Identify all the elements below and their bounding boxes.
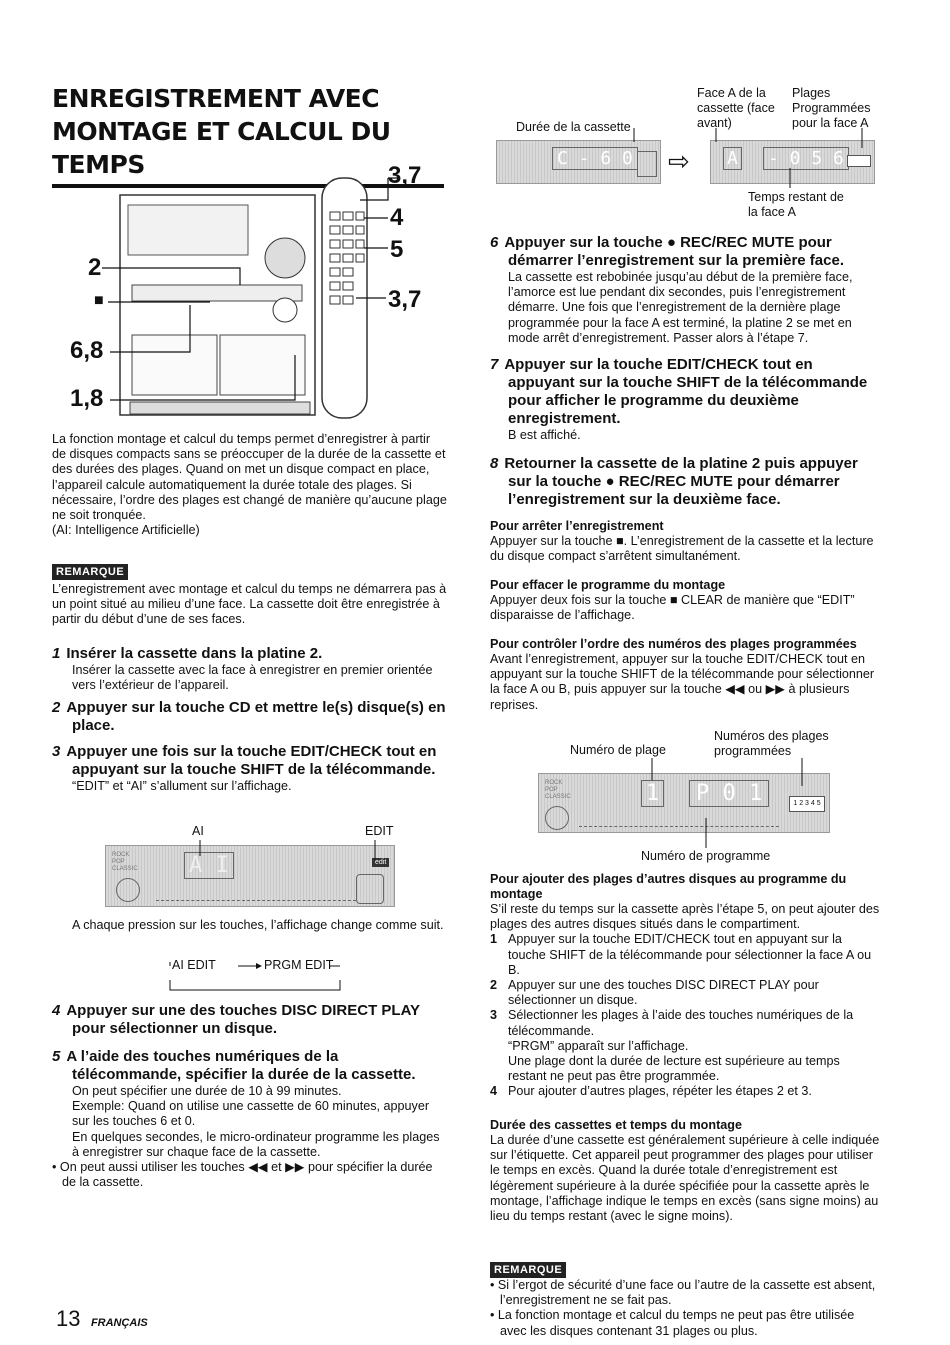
intro-note: (AI: Intelligence Artificielle) bbox=[52, 523, 200, 538]
remarque-badge-1: REMARQUE bbox=[52, 562, 128, 580]
list-item: 1 Appuyer sur la touche EDIT/CHECK tout en appuyant sur la touche SHIFT de la télécommande pour sélectionner la face A ou B. bbox=[490, 932, 872, 977]
display2-seg-temps: - 0 5 6 bbox=[763, 147, 849, 170]
display1-callout-lines bbox=[105, 830, 395, 860]
display2-seg-duree: C - 6 0 bbox=[552, 147, 638, 170]
step-3: 3 Appuyer une fois sur la touche EDIT/CHECK tout en appuyant sur la touche SHIFT de la télécommande. “EDIT” et “AI” s’allument sur l’affichage. bbox=[52, 743, 437, 793]
callout-4: 4 bbox=[390, 204, 404, 231]
remarque-badge-2: REMARQUE bbox=[490, 1260, 566, 1278]
callout-3-7-bottom: 3,7 bbox=[388, 286, 422, 313]
display1-seg-ai: A I bbox=[184, 852, 234, 879]
section-check: Pour contrôler l’ordre des numéros des plages programmées Avant l’enregistrement, appuyer sur la touche EDIT/CHECK tout en appuyant sur la touche SHIFT de la télécommande pour sélectionner la face A ou B, puis appuyer sur la touche ◀◀ ou ▶▶ à plusieurs reprises. bbox=[490, 637, 875, 712]
display3-label-plage: Numéro de plage bbox=[570, 743, 666, 757]
display2-arrow: ⇨ bbox=[668, 146, 690, 176]
section-duree: Durée des cassettes et temps du montage La durée d’une cassette est généralement supérieure à celle indiquée sur l’étiquette. Cet appareil peut programmer des plages pour utiliser le temps en excès. Quand la durée totale d’enregistrement est légèrement supérieure à la durée spécifiée pour la cassette après le montage, l’affichage indique le temps en excès (sans signe moins) au lieu du temps restant (avec le signe moins). bbox=[490, 1118, 880, 1224]
callout-5: 5 bbox=[390, 236, 404, 263]
page-footer bbox=[56, 1306, 148, 1332]
display3-track-grid: 1 2 3 4 5 bbox=[789, 796, 825, 812]
display3-lcd-left-labels: ROCK POP CLASSIC bbox=[545, 780, 571, 800]
step-5: 5 A l’aide des touches numériques de la télécommande, spécifier la durée de la cassette. On peut spécifier une durée de 10 à 99 minutes. Exemple: Quand on utilise une cassette de 60 minutes, appuyer sur les touches 6 et 0. En quelques secondes, le micro-ordinateur programme les plages à enregistrer sur chaque face de la cassette. • On peut aussi utiliser les touches ◀◀ et ▶▶ pour spécifier la durée de la cassette. bbox=[52, 1048, 447, 1190]
intro-text: La fonction montage et calcul du temps permet d’enregistrer à partir de disques compacts sans se préoccuper de la durée de la cassette et des durées des plages. Quand on met un disque compact en place, l’appareil calcule automatiquement la durée totale des plages. Si nécessaire, l’ordre des plages est changé de manière qu’aucune plage ne soit tronquée. (AI: Intelligence Artificielle) bbox=[52, 432, 447, 538]
section-stop: Pour arrêter l’enregistrement Appuyer sur la touche ■. L’enregistrement de la cassette et la lecture du disque compact s’arrêtent simultanément. bbox=[490, 519, 874, 564]
display1-label-ai: AI bbox=[192, 824, 204, 838]
list-item: 2 Appuyer sur une des touches DISC DIRECT PLAY pour sélectionner un disque. bbox=[490, 978, 819, 1008]
cycle-prgm-edit: PRGM EDIT bbox=[264, 958, 334, 972]
display2-label-plages: Plages Programmées pour la face A bbox=[792, 86, 871, 130]
display2-label-duree: Durée de la cassette bbox=[516, 120, 631, 134]
step-7: 7 Appuyer sur la touche EDIT/CHECK tout en appuyant sur la touche SHIFT de la télécommande pour afficher le programme du deuxième enregistrement. B est affiché. bbox=[490, 356, 868, 442]
step-4: 4 Appuyer sur une des touches DISC DIRECT PLAY pour sélectionner un disque. bbox=[52, 1002, 420, 1037]
callout-2: 2 bbox=[88, 254, 102, 281]
display2-callout-lines bbox=[490, 128, 890, 188]
mode-cycle-diagram bbox=[160, 958, 350, 992]
display3-label-nums: Numéros des plages programmées bbox=[714, 729, 829, 758]
step-2: 2 Appuyer sur la touche CD et mettre le(s) disque(s) en place. bbox=[52, 699, 446, 734]
callout-1-8: 1,8 bbox=[70, 385, 104, 412]
display2-label-temps: Temps restant de la face A bbox=[748, 190, 844, 219]
callout-6-8: 6,8 bbox=[70, 337, 104, 364]
cycle-ai-edit: AI EDIT bbox=[172, 958, 216, 972]
device-illustration bbox=[60, 160, 450, 430]
display2-label-face: Face A de la cassette (face avant) bbox=[697, 86, 775, 130]
display1-disc-icon bbox=[116, 878, 140, 902]
step3-after-text: A chaque pression sur les touches, l’affichage change comme suit. bbox=[72, 918, 444, 932]
footer-language: FRANÇAIS bbox=[90, 1317, 148, 1329]
display3-seg-prog: P 0 1 bbox=[689, 780, 769, 807]
add-steps-list bbox=[490, 932, 880, 1099]
callout-3-7-top: 3,7 bbox=[388, 162, 422, 189]
display2-seg-face: A bbox=[723, 147, 742, 170]
step-1: 1 Insérer la cassette dans la platine 2. Insérer la cassette avec la face à enregistrer en premier orientée vers l’extérieur de l’appareil. bbox=[52, 645, 433, 693]
step-6: 6 Appuyer sur la touche ● REC/REC MUTE pour démarrer l’enregistrement sur la première face. La cassette est rebobinée jusqu’au début de la première face, l’amorce est lue pendant dix secondes, puis l’enregistrement démarre. Une fois que l’enregistrement de la dernière plage programmée pour la face A est terminé, la platine 2 se met en mode arrêt d’enregistrement. Passer alors à l’étape 7. bbox=[490, 234, 853, 345]
page-number: 13 bbox=[56, 1306, 81, 1331]
section-erase: Pour effacer le programme du montage Appuyer deux fois sur la touche ■ CLEAR de manière que “EDIT” disparaisse de l’affichage. bbox=[490, 578, 855, 623]
callout-stop: ■ bbox=[94, 292, 104, 309]
remarque-text-2: • Si l’ergot de sécurité d’une face ou l’autre de la cassette est absent, l’enregistrement ne se fait pas. • La fonction montage et calcul du temps ne peut pas être utilisée avec les disques contenant 31 plages ou plus. bbox=[490, 1278, 876, 1338]
display3-seg-plage: 1 bbox=[641, 780, 664, 807]
display1-edit-tag: edit bbox=[372, 858, 389, 867]
display3-label-prog: Numéro de programme bbox=[641, 849, 771, 863]
step-8: 8 Retourner la cassette de la platine 2 puis appuyer sur la touche ● REC/REC MUTE pour démarrer l’enregistrement sur la deuxième face. bbox=[490, 455, 858, 508]
display1-dashes bbox=[156, 900, 356, 901]
title-line-1: ENREGISTREMENT AVEC bbox=[52, 84, 380, 113]
display1-right-box bbox=[356, 874, 384, 904]
display1-lcd-left-labels: ROCK POP CLASSIC bbox=[112, 852, 138, 872]
remarque-text-1: L’enregistrement avec montage et calcul du temps ne démarrera pas à un point situé au milieu d’une face. La cassette doit être enregistrée à partir du début d’une de ses faces. bbox=[52, 582, 447, 627]
list-item: 3 Sélectionner les plages à l’aide des touches numériques de la télécommande. “PRGM” apparaît sur l’affichage. Une plage dont la durée de lecture est supérieure au temps restant ne peut pas être programmée. bbox=[490, 1008, 854, 1084]
title-line-2: MONTAGE ET CALCUL DU TEMPS bbox=[52, 117, 391, 179]
step5-bullet: • On peut aussi utiliser les touches ◀◀ et ▶▶ pour spécifier la durée de la cassette. bbox=[52, 1160, 433, 1190]
display1-label-edit: EDIT bbox=[365, 824, 394, 838]
list-item: 4 Pour ajouter d’autres plages, répéter les étapes 2 et 3. bbox=[490, 1084, 812, 1099]
section-add: Pour ajouter des plages d’autres disques au programme du montage S’il reste du temps sur la cassette après l’étape 5, on peut ajouter des plages des autres disques situés dans le compartiment. 1 Appuyer sur la touche EDIT/CHECK tout en appuyant sur la touche SHIFT de la télécommande pour sélectionner la face A ou B. 2 Appuyer sur une des touches DISC DIRECT PLAY pour sélectionner un disque. 3 Sélectionner les plages à l’aide des touches numériques de la télécommande. “PRGM” apparaît sur l’affichage. Une plage dont la durée de lecture est supérieure au temps restant ne peut pas être programmée. 4 Pour ajouter d’autres plages, répéter les étapes 2 et 3. bbox=[490, 872, 880, 1099]
